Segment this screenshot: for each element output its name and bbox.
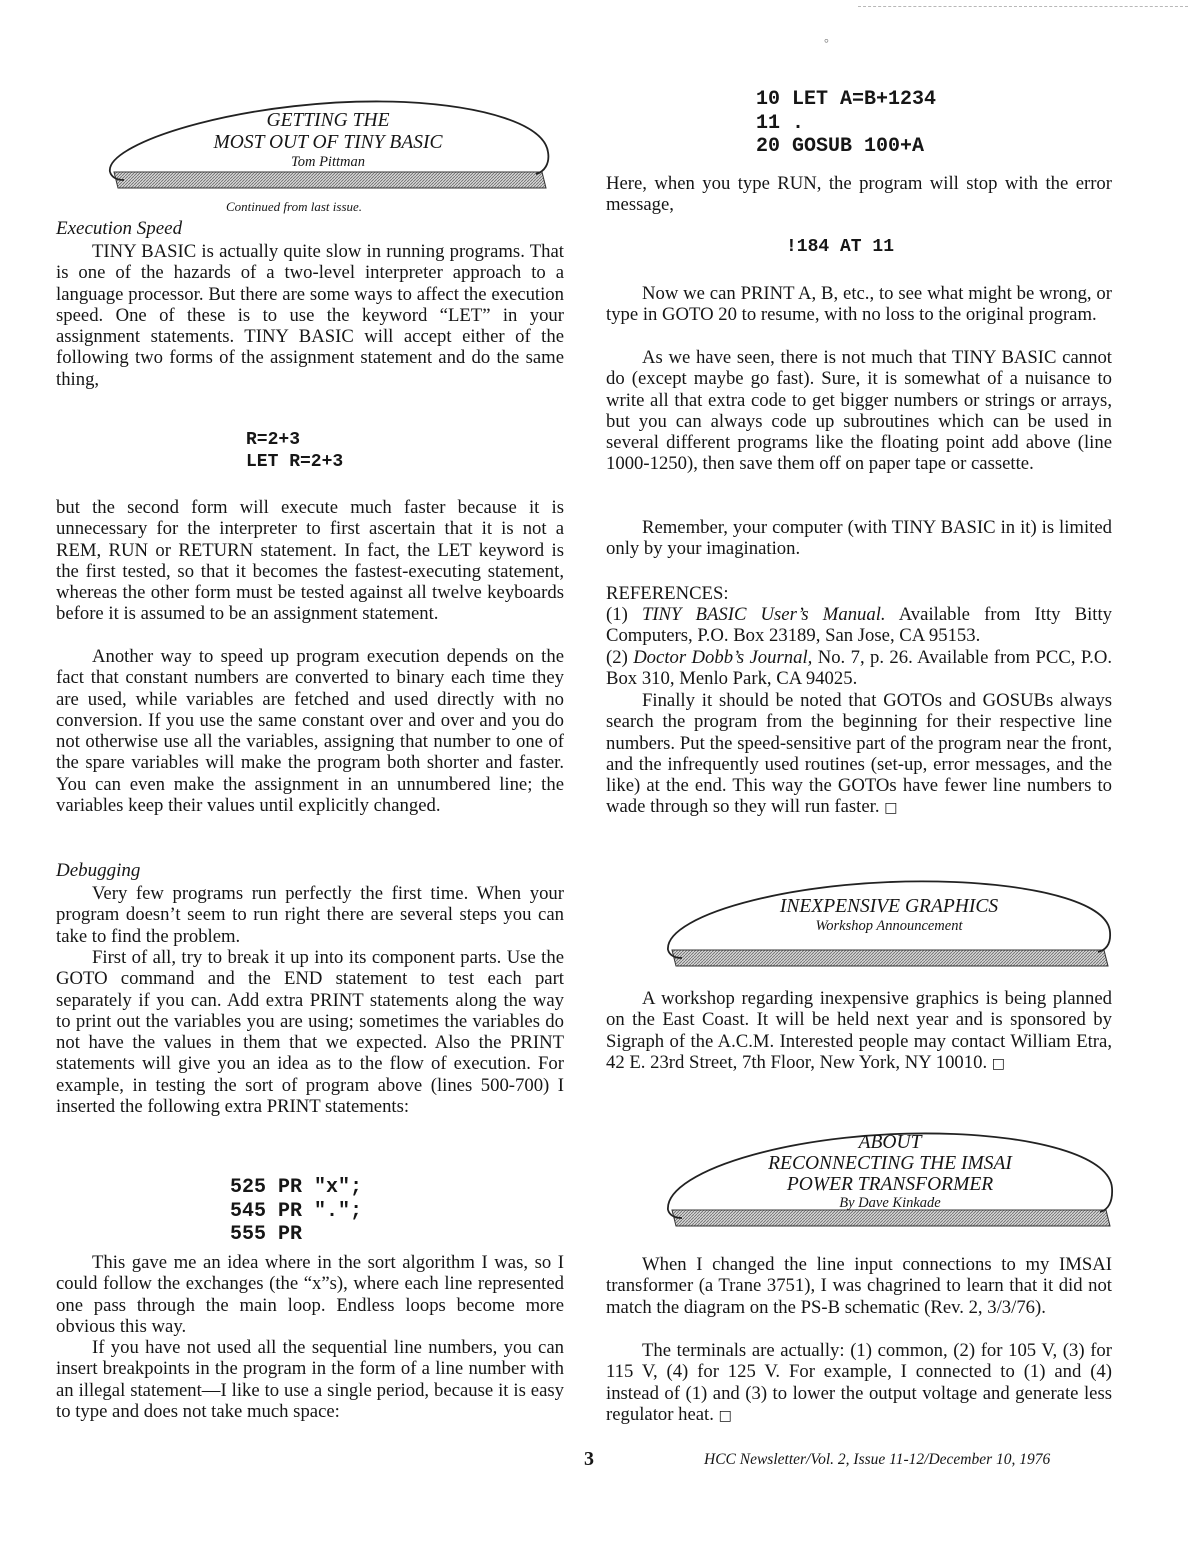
page-number: 3 <box>584 1448 594 1470</box>
article-banner-imsai <box>664 1124 1116 1232</box>
paragraph: Now we can PRINT A, B, etc., to see what might be wrong, or type in GOTO 20 to resume, with no loss to the original program. <box>606 283 1112 326</box>
paragraph: As we have seen, there is not much that TINY BASIC cannot do (except maybe go fast). Sure, it is somewhat of a nuisance to write all that extra code to get bigger numbers or strings or arrays, but you can always code up subroutines which can be used in several different programs like the floating point add above (line 1000-1250), then save them off on paper tape or cassette. <box>606 347 1112 475</box>
section-heading-debugging: Debugging <box>56 860 141 881</box>
reference-1-details: Available from Itty Bitty Computers, P.O. Box 23189, San Jose, CA 95153. <box>606 604 1113 647</box>
banner-title-line1: ABOUT <box>858 1132 922 1153</box>
reference-2-number: (2) <box>606 647 628 668</box>
code-block-assignment: R=2+3 LET R=2+3 <box>246 430 344 472</box>
scan-edge-line <box>858 6 1188 7</box>
paragraph: This gave me an idea where in the sort algorithm I was, so I could follow the exchanges (the “x”s), where each line represented one pass through the main loop. Endless loops become more obvious this way. <box>56 1252 564 1337</box>
end-mark: □ <box>884 800 898 817</box>
paragraph: Another way to speed up program execution depends on the fact that constant numbers are converted to binary each time they are used, while variables are fetched and used directly with no conversion. If you use the same constant over and over and you do not otherwise use all the variables, assigning that number to one of the spare variables will make the program both shorter and faster. You can even make the assignment in an unnumbered line; the variables keep their values until explicitly changed. <box>56 646 564 817</box>
banner-title-line2: MOST OUT OF TINY BASIC <box>213 132 443 153</box>
code-block-error-message: !184 AT 11 <box>786 237 895 257</box>
article-banner-tiny-basic <box>104 92 552 196</box>
paragraph: First of all, try to break it up into its component parts. Use the GOTO command and the END statement to test each part separately if you can. Add extra PRINT statements along the way to print out the variables you are using; sometimes the variables do not have the values in them that we expected. Also the PRINT statements will give you an idea as to the flow of execution. For example, in testing the sort of program above (lines 500-700) I inserted the following extra PRINT statements: <box>56 947 564 1118</box>
section-heading-execution-speed: Execution Speed <box>56 218 183 239</box>
publication-footer: HCC Newsletter/Vol. 2, Issue 11-12/December 10, 1976 <box>704 1451 1051 1468</box>
paragraph: TINY BASIC is actually quite slow in running programs. That is one of the hazards of a two-level interpreter approach to a language processor. But there are some ways to affect the execution speed. One of these is to use the keyword “LET” in your assignment statements. TINY BASIC will accept either of the following two forms of the assignment statement and do the same thing, <box>56 241 564 390</box>
paragraph: If you have not used all the sequential line numbers, you can insert breakpoints in the program in the form of a line number with an illegal statement—I like to use a single period, because it is easy to type and does not take much space: <box>56 1337 564 1422</box>
article-banner-graphics <box>664 874 1114 970</box>
paragraph-text: The terminals are actually: (1) common, (2) for 105 V, (3) for 115 V, (4) for 125 V. For example, I connected to (1) and (4) instead of (1) and (3) to lower the output voltage and generate less regulator heat. <box>606 1340 1112 1425</box>
banner-title-line1: GETTING THE <box>266 110 390 131</box>
banner-author: Tom Pittman <box>291 154 365 170</box>
paragraph-text: A workshop regarding inexpensive graphics is being planned on the East Coast. It will be held next year and is sponsored by Sigraph of the A.C.M. Interested people may contact William Etra, 42 E. 23rd Street, 7th Floor, New York, NY 10010. <box>606 988 1112 1073</box>
banner-subtitle: Workshop Announcement <box>815 918 963 934</box>
scan-speck: ° <box>824 36 829 50</box>
reference-1-number: (1) <box>606 604 628 625</box>
paragraph <box>606 690 1112 820</box>
reference-1 <box>606 604 1112 647</box>
banner-author: By Dave Kinkade <box>839 1195 941 1211</box>
banner-title-line3: POWER TRANSFORMER <box>786 1174 994 1195</box>
end-mark: □ <box>991 1055 1006 1072</box>
banner-title-line2: RECONNECTING THE IMSAI <box>768 1153 1012 1174</box>
paragraph <box>606 988 1112 1075</box>
end-mark: □ <box>718 1407 732 1424</box>
continued-note: Continued from last issue. <box>226 199 363 214</box>
paragraph: When I changed the line input connections to my IMSAI transformer (a Trane 3751), I was chagrined to learn that it did not match the diagram on the PS-B schematic (Rev. 2, 3/3/76). <box>606 1254 1112 1318</box>
paragraph: but the second form will execute much faster because it is unnecessary for the interpreter to first ascertain that it is not a REM, RUN or RETURN statement. In fact, the LET keyword is the first tested, so that it becomes the fastest-executing statement, whereas the other form must be tested against all twelve keyboards before it is assumed to be an assignment statement. <box>56 497 564 625</box>
paragraph-text: Finally it should be noted that GOTOs and GOSUBs always search the program from the beginning for their respective line numbers. Put the speed-sensitive part of the program near the front, and the infrequently used routines (set-up, error messages, and the like) at the end. This way the GOTOs have fewer line numbers to wade through so they will run faster. <box>606 690 1112 818</box>
code-block-breakpoint: 10 LET A=B+1234 11 . 20 GOSUB 100+A <box>756 88 937 158</box>
paragraph <box>606 1340 1112 1427</box>
reference-2-details: No. 7, p. 26. Available from PCC, P.O. Box 310, Menlo Park, CA 94025. <box>606 647 1113 690</box>
reference-2 <box>606 647 1112 690</box>
paragraph: Very few programs run perfectly the first time. When your program doesn’t seem to run right there are several steps you can take to find the problem. <box>56 883 564 947</box>
paragraph: Here, when you type RUN, the program will stop with the error message, <box>606 173 1112 216</box>
banner-title: INEXPENSIVE GRAPHICS <box>779 896 999 917</box>
code-block-print: 525 PR "x"; 545 PR "."; 555 PR <box>230 1176 363 1246</box>
references-heading: REFERENCES: <box>606 583 729 604</box>
reference-2-title: Doctor Dobb’s Journal, <box>633 647 813 668</box>
paragraph: Remember, your computer (with TINY BASIC in it) is limited only by your imagination. <box>606 517 1112 560</box>
reference-1-title: TINY BASIC User’s Manual. <box>641 604 886 625</box>
